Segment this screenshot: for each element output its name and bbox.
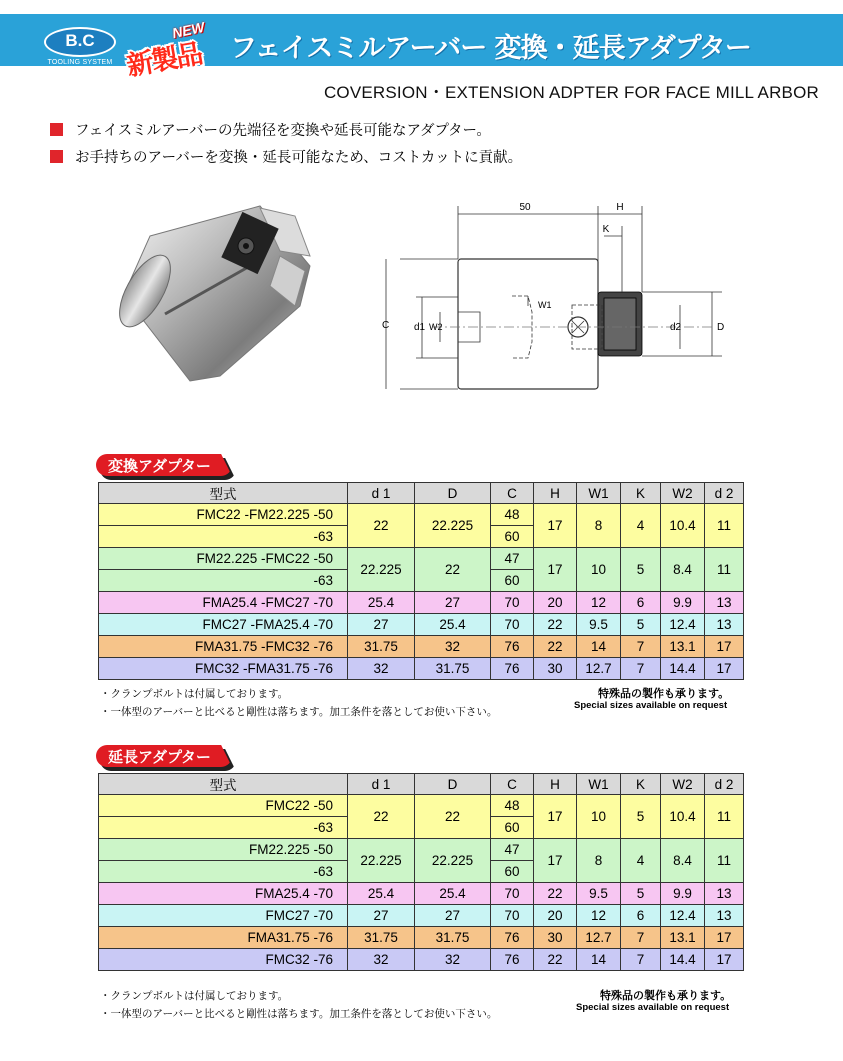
- table-row: [99, 927, 744, 949]
- C-cell: 48: [491, 795, 534, 817]
- table-row: [99, 795, 744, 817]
- model-cell: FMA25.4 -70: [99, 883, 348, 905]
- model-cell: -63: [99, 861, 348, 883]
- note-bolt: ・クランプボルトは付属しております。: [100, 688, 289, 700]
- page-title: フェイスミルアーバー 変換・延長アダプター: [230, 33, 751, 64]
- special-order-jp: 特殊品の製作も承ります。: [598, 687, 730, 700]
- model-cell: FMA25.4 -FMC27 -70: [99, 592, 348, 614]
- W1-cell: 12: [577, 905, 621, 927]
- H-cell: 17: [534, 839, 577, 883]
- K-cell: 4: [621, 504, 661, 548]
- col-header: K: [621, 774, 661, 795]
- bc-logo: [44, 27, 116, 71]
- col-header: d 1: [348, 483, 415, 504]
- W1-cell: 12.7: [577, 658, 621, 680]
- D-cell: 25.4: [415, 883, 491, 905]
- col-header: W2: [661, 483, 705, 504]
- model-cell: -63: [99, 570, 348, 592]
- C-cell: 76: [491, 636, 534, 658]
- special-order-en: Special sizes available on request: [576, 1002, 730, 1013]
- D-cell: 32: [415, 949, 491, 971]
- model-cell: FMC27 -70: [99, 905, 348, 927]
- model-cell: FMC32 -FMA31.75 -76: [99, 658, 348, 680]
- W2-cell: 10.4: [661, 795, 705, 839]
- K-cell: 5: [621, 883, 661, 905]
- H-cell: 20: [534, 592, 577, 614]
- col-header: H: [534, 483, 577, 504]
- bullet-square-icon: [50, 123, 63, 136]
- d1-cell: 31.75: [348, 636, 415, 658]
- table-header-row: [99, 483, 744, 504]
- dim-w1-label: W1: [538, 300, 552, 310]
- H-cell: 22: [534, 614, 577, 636]
- W2-cell: 14.4: [661, 658, 705, 680]
- product-photo: [110, 196, 320, 386]
- col-header: C: [491, 483, 534, 504]
- dim-d2-label: d2: [670, 322, 682, 333]
- col-header: d 1: [348, 774, 415, 795]
- K-cell: 4: [621, 839, 661, 883]
- d2-cell: 11: [705, 839, 744, 883]
- logo-subtext: TOOLING SYSTEM: [47, 59, 113, 66]
- model-cell: FMC22 -50: [99, 795, 348, 817]
- H-cell: 17: [534, 548, 577, 592]
- col-header: W1: [577, 774, 621, 795]
- H-cell: 30: [534, 927, 577, 949]
- col-header: 型式: [99, 774, 348, 795]
- dim-k-label: K: [602, 224, 610, 235]
- model-cell: FMC27 -FMA25.4 -70: [99, 614, 348, 636]
- col-header: W1: [577, 483, 621, 504]
- H-cell: 22: [534, 636, 577, 658]
- d2-cell: 13: [705, 905, 744, 927]
- d2-cell: 13: [705, 592, 744, 614]
- table-row: [99, 883, 744, 905]
- page-subtitle: COVERSION・EXTENSION ADPTER FOR FACE MILL ARBOR: [323, 83, 819, 102]
- D-cell: 22: [415, 795, 491, 839]
- K-cell: 6: [621, 905, 661, 927]
- d1-cell: 27: [348, 614, 415, 636]
- table-header-row: [99, 774, 744, 795]
- K-cell: 7: [621, 927, 661, 949]
- K-cell: 5: [621, 548, 661, 592]
- d2-cell: 17: [705, 949, 744, 971]
- table-row: [99, 548, 744, 570]
- bullet-text: フェイスミルアーバーの先端径を変換や延長可能なアダプター。: [75, 123, 491, 139]
- d1-cell: 22.225: [348, 548, 415, 592]
- W1-cell: 12.7: [577, 927, 621, 949]
- technical-drawing: [372, 196, 742, 406]
- dim-h-label: H: [616, 202, 624, 213]
- D-cell: 31.75: [415, 927, 491, 949]
- col-header: 型式: [99, 483, 348, 504]
- d2-cell: 13: [705, 883, 744, 905]
- col-header: C: [491, 774, 534, 795]
- d2-cell: 13: [705, 614, 744, 636]
- W2-cell: 12.4: [661, 905, 705, 927]
- d2-cell: 17: [705, 636, 744, 658]
- table-row: [99, 504, 744, 526]
- W2-cell: 8.4: [661, 548, 705, 592]
- D-cell: 22.225: [415, 839, 491, 883]
- C-cell: 47: [491, 839, 534, 861]
- col-header: D: [415, 774, 491, 795]
- d1-cell: 22: [348, 795, 415, 839]
- D-cell: 22.225: [415, 504, 491, 548]
- badge-new-product: 新製品: [124, 38, 204, 83]
- note-bolt: ・クランプボルトは付属しております。: [100, 990, 289, 1002]
- model-cell: FMA31.75 -76: [99, 927, 348, 949]
- col-header: W2: [661, 774, 705, 795]
- D-cell: 27: [415, 592, 491, 614]
- section-label: 延長アダプター: [108, 748, 211, 766]
- W2-cell: 13.1: [661, 636, 705, 658]
- model-cell: -63: [99, 817, 348, 839]
- model-cell: FMA31.75 -FMC32 -76: [99, 636, 348, 658]
- extension-table: [98, 773, 744, 971]
- K-cell: 7: [621, 658, 661, 680]
- model-cell: FM22.225 -50: [99, 839, 348, 861]
- W2-cell: 10.4: [661, 504, 705, 548]
- H-cell: 22: [534, 949, 577, 971]
- K-cell: 6: [621, 592, 661, 614]
- d1-cell: 32: [348, 949, 415, 971]
- dim-50-label: 50: [519, 202, 531, 213]
- C-cell: 70: [491, 883, 534, 905]
- col-header: d 2: [705, 483, 744, 504]
- bullet-item: [50, 119, 491, 140]
- C-cell: 47: [491, 548, 534, 570]
- D-cell: 22: [415, 548, 491, 592]
- W1-cell: 8: [577, 504, 621, 548]
- note-rigidity: ・一体型のアーバーと比べると剛性は落ちます。加工条件を落としてお使い下さい。: [100, 706, 498, 718]
- C-cell: 60: [491, 861, 534, 883]
- C-cell: 70: [491, 592, 534, 614]
- d1-cell: 27: [348, 905, 415, 927]
- col-header: d 2: [705, 774, 744, 795]
- W1-cell: 10: [577, 795, 621, 839]
- d1-cell: 25.4: [348, 592, 415, 614]
- W2-cell: 8.4: [661, 839, 705, 883]
- table-row: [99, 839, 744, 861]
- W1-cell: 9.5: [577, 614, 621, 636]
- W2-cell: 9.9: [661, 592, 705, 614]
- col-header: D: [415, 483, 491, 504]
- d2-cell: 11: [705, 795, 744, 839]
- C-cell: 76: [491, 927, 534, 949]
- C-cell: 70: [491, 905, 534, 927]
- model-cell: FMC32 -76: [99, 949, 348, 971]
- col-header: K: [621, 483, 661, 504]
- D-cell: 25.4: [415, 614, 491, 636]
- dim-d-label: D: [717, 322, 725, 333]
- model-cell: FMC22 -FM22.225 -50: [99, 504, 348, 526]
- C-cell: 70: [491, 614, 534, 636]
- W2-cell: 13.1: [661, 927, 705, 949]
- W1-cell: 9.5: [577, 883, 621, 905]
- logo-text: B.C: [65, 31, 95, 50]
- bullet-square-icon: [50, 150, 63, 163]
- D-cell: 27: [415, 905, 491, 927]
- d1-cell: 22: [348, 504, 415, 548]
- dim-w2-label: W2: [429, 322, 443, 332]
- K-cell: 7: [621, 949, 661, 971]
- table-row: [99, 949, 744, 971]
- W1-cell: 10: [577, 548, 621, 592]
- D-cell: 31.75: [415, 658, 491, 680]
- d1-cell: 22.225: [348, 839, 415, 883]
- W2-cell: 9.9: [661, 883, 705, 905]
- W1-cell: 14: [577, 949, 621, 971]
- W2-cell: 12.4: [661, 614, 705, 636]
- special-order-en: Special sizes available on request: [574, 700, 728, 711]
- H-cell: 30: [534, 658, 577, 680]
- W1-cell: 14: [577, 636, 621, 658]
- H-cell: 17: [534, 504, 577, 548]
- table-row: [99, 636, 744, 658]
- d2-cell: 17: [705, 658, 744, 680]
- bullet-text: お手持ちのアーバーを変換・延長可能なため、コストカットに貢献。: [75, 150, 523, 166]
- D-cell: 32: [415, 636, 491, 658]
- K-cell: 5: [621, 795, 661, 839]
- W1-cell: 12: [577, 592, 621, 614]
- special-order-jp: 特殊品の製作も承ります。: [600, 989, 732, 1002]
- badge-new: NEW: [170, 18, 206, 42]
- d2-cell: 11: [705, 504, 744, 548]
- conversion-table: [98, 482, 744, 680]
- col-header: H: [534, 774, 577, 795]
- H-cell: 20: [534, 905, 577, 927]
- C-cell: 60: [491, 570, 534, 592]
- K-cell: 7: [621, 636, 661, 658]
- W2-cell: 14.4: [661, 949, 705, 971]
- d2-cell: 11: [705, 548, 744, 592]
- d1-cell: 25.4: [348, 883, 415, 905]
- C-cell: 60: [491, 817, 534, 839]
- d1-cell: 31.75: [348, 927, 415, 949]
- C-cell: 60: [491, 526, 534, 548]
- model-cell: FM22.225 -FMC22 -50: [99, 548, 348, 570]
- C-cell: 76: [491, 949, 534, 971]
- table-row: [99, 658, 744, 680]
- C-cell: 76: [491, 658, 534, 680]
- table-row: [99, 592, 744, 614]
- table-row: [99, 905, 744, 927]
- d1-cell: 32: [348, 658, 415, 680]
- table-row: [99, 614, 744, 636]
- new-product-badge: [120, 16, 226, 83]
- conversion-section-tag: [96, 454, 236, 478]
- model-cell: -63: [99, 526, 348, 548]
- W1-cell: 8: [577, 839, 621, 883]
- C-cell: 48: [491, 504, 534, 526]
- dim-d1-label: d1: [414, 322, 426, 333]
- note-rigidity: ・一体型のアーバーと比べると剛性は落ちます。加工条件を落としてお使い下さい。: [100, 1008, 498, 1020]
- bullet-item: [50, 146, 522, 167]
- section-label: 変換アダプター: [108, 457, 211, 475]
- extension-section-tag: [96, 745, 236, 769]
- H-cell: 17: [534, 795, 577, 839]
- d2-cell: 17: [705, 927, 744, 949]
- K-cell: 5: [621, 614, 661, 636]
- H-cell: 22: [534, 883, 577, 905]
- dim-c-label: C: [382, 320, 390, 331]
